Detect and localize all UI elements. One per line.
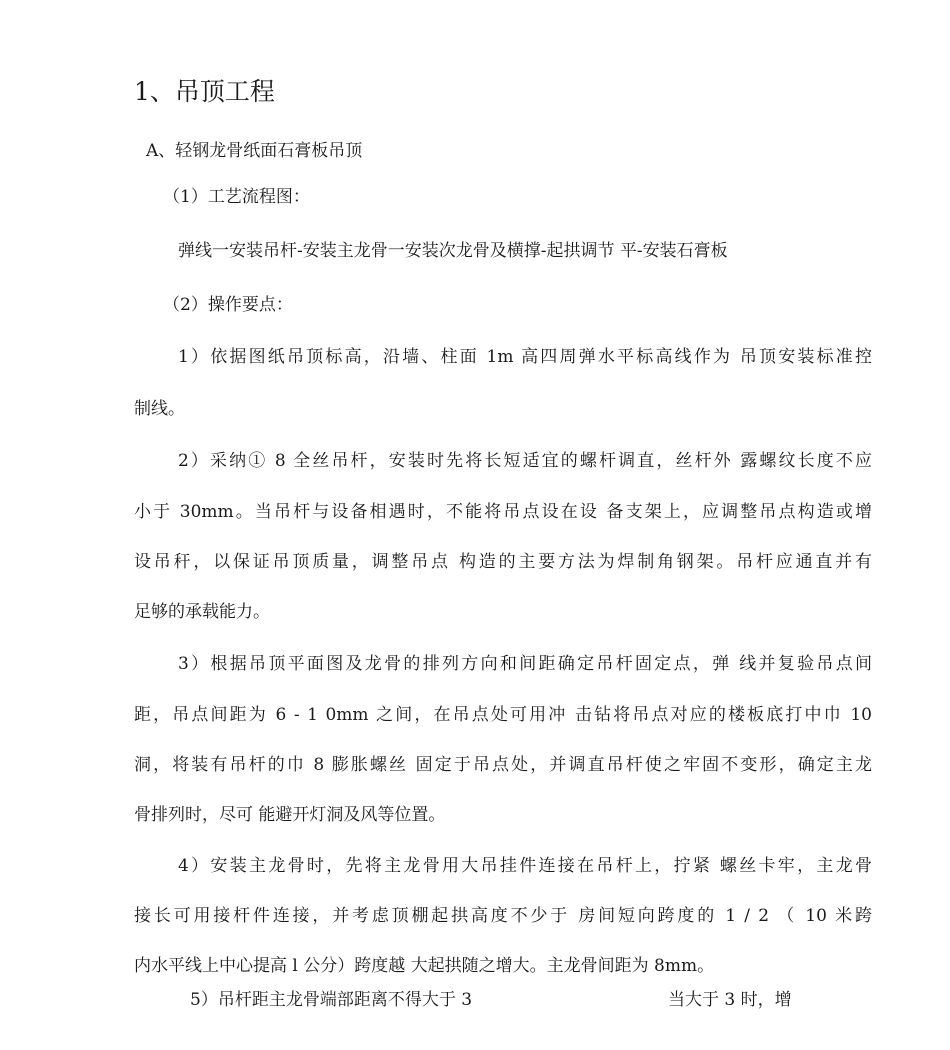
paragraph-2-line: 小于 30mm。当吊杆与设备相遇时，不能将吊点设在设 备支架上，应调整吊点构造或增 xyxy=(134,502,872,522)
paragraph-3-line: 3）根据吊顶平面图及龙骨的排列方向和间距确定吊杆固定点，弹 线并复验吊点间 xyxy=(178,654,872,674)
section-heading: 1、吊顶工程 xyxy=(134,77,275,106)
paragraph-2-line: 2）采纳① 8 全丝吊杆，安装时先将长短适宜的螺杆调直，丝杆外 露螺纹长度不应 xyxy=(178,451,872,471)
paragraph-4-line: 4）安装主龙骨时，先将主龙骨用大吊挂件连接在吊杆上，拧紧 螺丝卡牢，主龙骨 xyxy=(178,856,872,876)
paragraph-3-line: 骨排列时，尽可 能避开灯洞及风等位置。 xyxy=(134,805,446,825)
paragraph-1-line: 制线。 xyxy=(134,399,185,419)
paragraph-4-line: 内水平线上中心提高 l 公分）跨度越 大起拱随之增大。主龙骨间距为 8mm。 xyxy=(134,956,715,976)
paragraph-3-line: 距，吊点间距为 6 - 1 0mm 之间，在吊点处可用冲 击钻将吊点对应的楼板底打中巾 10 xyxy=(134,705,872,725)
paragraph-3-line: 洞，将装有吊杆的巾 8 膨胀螺丝 固定于吊点处，并调直吊杆使之牢固不变形，确定主龙 xyxy=(134,755,872,775)
paragraph-2-line: 设吊秆，以保证吊顶质量，调整吊点 构造的主要方法为焊制角钢架。吊杆应通直并有 xyxy=(134,552,872,572)
paragraph-5-left: 5）吊杆距主龙骨端部距离不得大于 3 xyxy=(190,990,473,1010)
paragraph-2-line: 足够的承载能力。 xyxy=(134,602,270,622)
process-title: （1）工艺流程图： xyxy=(163,187,310,207)
subsection-heading: A、轻钢龙骨纸面石膏板吊顶 xyxy=(146,141,363,161)
paragraph-4-line: 接长可用接杆件连接，并考虑顶棚起拱高度不少于 房间短向跨度的 1 / 2 （ 10 米跨 xyxy=(134,906,872,926)
process-flow: 弹线一安装吊杆-安装主龙骨一安装次龙骨及横撑-起拱调节 平-安装石膏板 xyxy=(178,241,728,261)
operations-title: （2）操作要点： xyxy=(163,295,293,315)
paragraph-1-line: 1）依据图纸吊顶标高，沿墙、柱面 1m 高四周弹水平标高线作为 吊顶安装标准控 xyxy=(178,347,872,367)
paragraph-5-right: 当大于 3 时，增 xyxy=(668,990,792,1010)
